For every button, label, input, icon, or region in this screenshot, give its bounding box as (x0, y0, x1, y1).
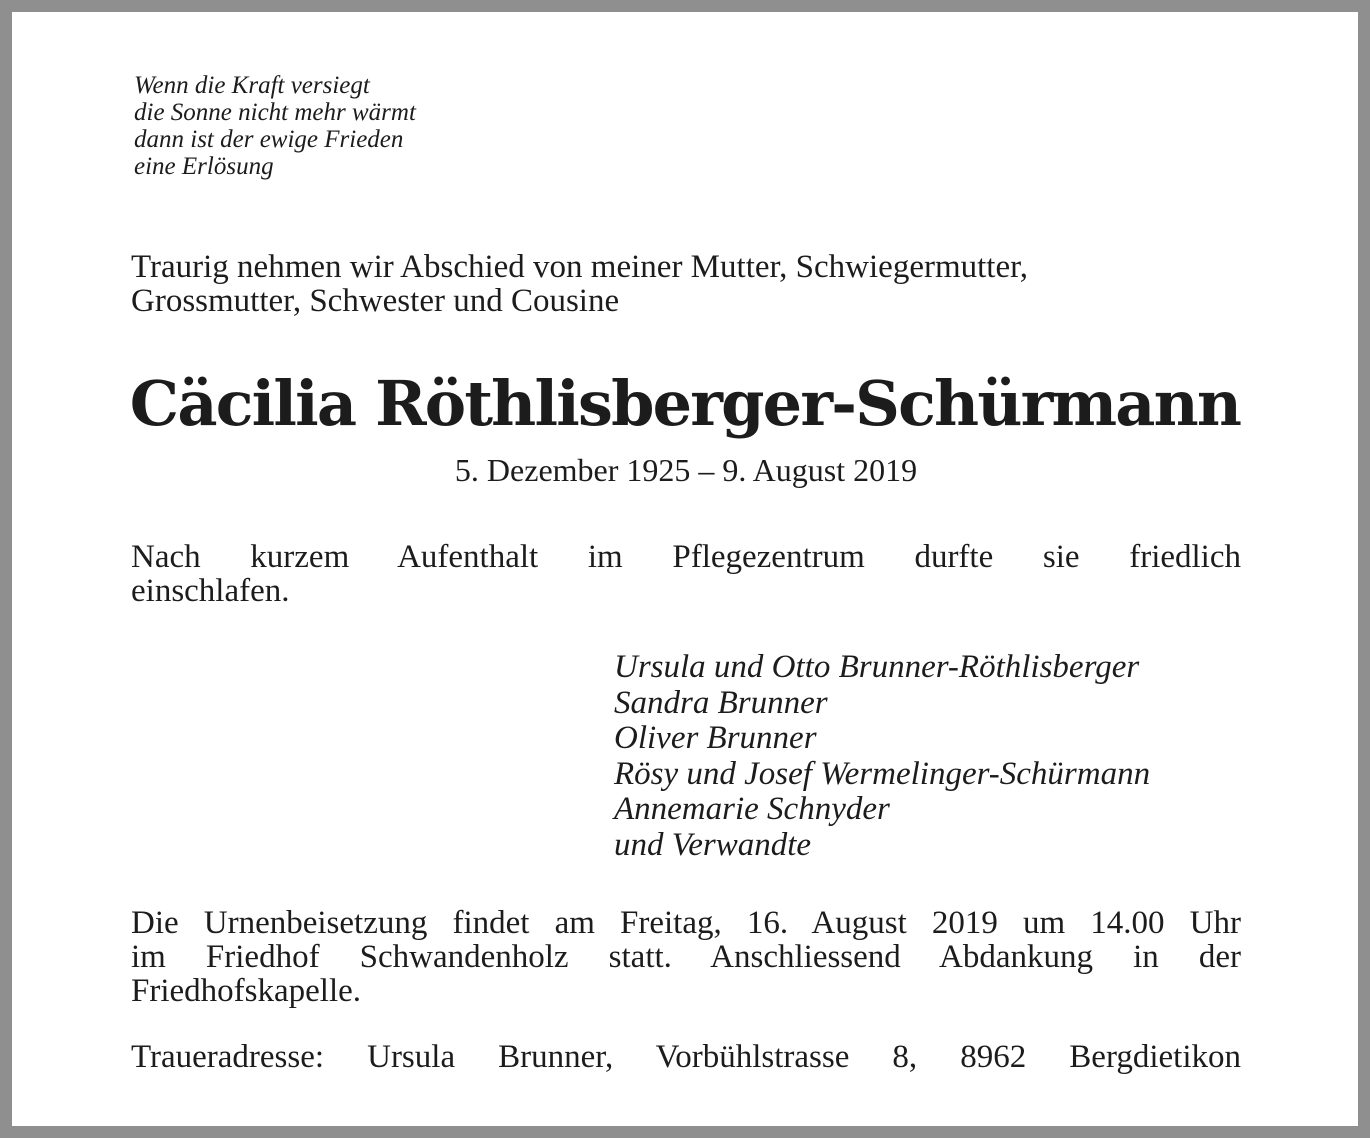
farewell-intro (131, 250, 1241, 318)
funeral-line: Die Urnenbeisetzung findet am Freitag, 16. August 2019 um 14.00 Uhr (131, 905, 1241, 941)
intro-line: Grossmutter, Schwester und Cousine (131, 283, 620, 319)
poem-line: eine Erlösung (134, 153, 274, 180)
intro-line: Traurig nehmen wir Abschied von meiner Mutter, Schwiegermutter, (131, 249, 1029, 285)
deceased-name: Cäcilia Röthlisberger-Schürmann (129, 367, 1241, 440)
funeral-line: im Friedhof Schwandenholz statt. Anschliessend Abdankung in der (131, 939, 1241, 975)
memorial-poem (134, 72, 416, 180)
mourner: Annemarie Schnyder (614, 791, 890, 827)
poem-line: dann ist der ewige Frieden (134, 126, 404, 153)
funeral-details (131, 906, 1241, 1008)
mourner: Ursula und Otto Brunner-Röthlisberger (614, 649, 1140, 685)
mourners-list (614, 650, 1150, 863)
poem-line: Wenn die Kraft versiegt (134, 72, 370, 99)
passing-line: einschlafen. (131, 573, 290, 609)
passing-line: Nach kurzem Aufenthalt im Pflegezentrum durfte sie friedlich (131, 539, 1241, 575)
mourner: Sandra Brunner (614, 684, 828, 721)
funeral-line: Friedhofskapelle. (131, 973, 362, 1009)
mourner: und Verwandte (614, 826, 812, 863)
poem-line: die Sonne nicht mehr wärmt (134, 99, 416, 126)
passing-statement (131, 540, 1241, 608)
mourner: Rösy und Josef Wermelinger-Schürmann (614, 755, 1151, 792)
obituary-notice (12, 12, 1358, 1126)
mourning-address: Traueradresse: Ursula Brunner, Vorbühlstrasse 8, 8962 Bergdietikon (131, 1039, 1241, 1075)
life-dates: 5. Dezember 1925 – 9. August 2019 (454, 452, 918, 488)
mourner: Oliver Brunner (614, 720, 817, 756)
